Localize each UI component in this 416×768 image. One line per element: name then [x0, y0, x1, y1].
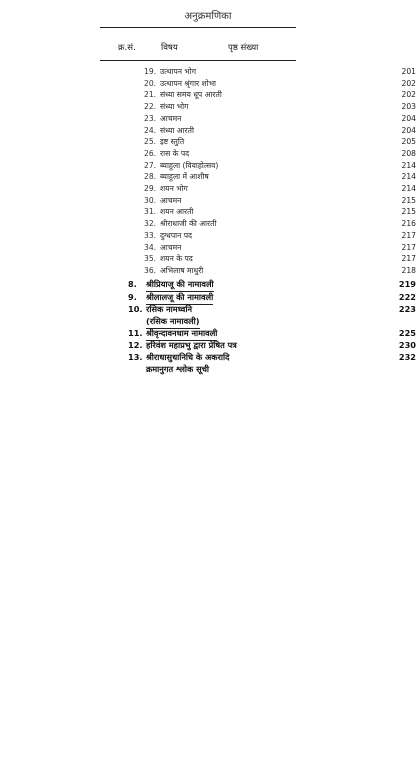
row-page: 222	[398, 292, 416, 302]
row-number: 26.	[144, 148, 157, 158]
row-page: 225	[398, 328, 416, 338]
row-subject: संध्या भोग	[160, 102, 189, 112]
row-subject: श्रीराधाजी की आरती	[160, 219, 217, 229]
row-subject: श्रीप्रियाजू की नामावली	[146, 279, 214, 292]
row-page: 202	[401, 78, 416, 88]
row-subject: श्रीराधासुधानिधि के अकरादि	[146, 352, 230, 362]
index-row	[0, 78, 416, 90]
index-row-main-continuation	[0, 316, 416, 328]
column-header-subject: विषय	[161, 43, 178, 53]
row-number: 12.	[128, 340, 143, 350]
row-subject: उत्थापन भोग	[160, 67, 197, 76]
row-page: 217	[401, 254, 416, 264]
row-number: 33.	[144, 230, 157, 240]
row-number: 23.	[144, 113, 157, 123]
row-page: 205	[401, 137, 416, 147]
row-page: 214	[401, 172, 416, 182]
row-subject: ब्याहुला (विवाहोत्सव)	[160, 160, 219, 170]
row-subject: हरिवंश महाप्रभु द्वारा प्रेषित पत्र	[146, 340, 237, 350]
row-number: 27.	[144, 160, 157, 170]
index-row-main	[0, 304, 416, 316]
row-subject: श्रीलालजू की नामावली	[146, 292, 213, 305]
index-row	[0, 195, 416, 207]
row-number: 11.	[128, 328, 143, 338]
header-bottom-rule	[100, 60, 296, 61]
row-subject-line2: क्रमानुगत श्लोक सूची	[146, 364, 210, 374]
index-row	[0, 265, 416, 277]
column-header-page: पृष्ठ संख्या	[228, 43, 259, 53]
index-row	[0, 113, 416, 125]
row-page: 218	[401, 265, 416, 275]
row-subject: रसिक नामध्वनि	[146, 304, 192, 314]
index-row-main	[0, 340, 416, 352]
index-row	[0, 89, 416, 101]
index-row	[0, 125, 416, 137]
header-top-rule	[100, 27, 296, 28]
row-subject: संध्या आरती	[160, 125, 194, 135]
index-row-main	[0, 292, 416, 304]
row-number: 24.	[144, 125, 157, 135]
index-row	[0, 253, 416, 265]
row-subject: शयन के पद	[160, 254, 193, 264]
index-row	[0, 218, 416, 230]
row-page: 214	[401, 160, 416, 170]
row-number: 35.	[144, 254, 157, 264]
index-row	[0, 230, 416, 242]
index-row	[0, 242, 416, 254]
row-subject: दुग्धपान पद	[160, 230, 193, 240]
row-page: 214	[401, 184, 416, 193]
index-row	[0, 101, 416, 113]
row-number: 34.	[144, 242, 157, 252]
index-row-main	[0, 352, 416, 364]
row-subject: आचमन	[160, 195, 182, 205]
page-title: अनुक्रमणिका	[184, 11, 232, 22]
row-page: 232	[398, 352, 416, 362]
row-page: 223	[398, 304, 416, 314]
row-page: 202	[401, 90, 416, 100]
row-number: 36.	[144, 265, 157, 275]
row-page: 203	[401, 102, 416, 112]
row-number: 8.	[128, 279, 137, 289]
row-subject-line2: (रसिक नामावली)	[146, 316, 200, 329]
row-number: 21.	[144, 90, 157, 100]
row-page: 208	[401, 148, 416, 158]
row-subject: श्रीवृन्दावनधाम नामावली	[146, 328, 217, 341]
index-row	[0, 206, 416, 218]
index-row	[0, 136, 416, 148]
row-page: 217	[401, 230, 416, 240]
row-number: 31.	[144, 207, 157, 217]
row-subject: आचमन	[160, 113, 182, 123]
row-number: 28.	[144, 172, 157, 182]
index-row	[0, 171, 416, 183]
row-subject: इष्ट स्तुति	[160, 137, 185, 147]
row-number: 32.	[144, 219, 157, 229]
index-row-main-continuation	[0, 364, 416, 376]
row-number: 13.	[128, 352, 143, 362]
row-number: 29.	[144, 184, 157, 193]
row-page: 215	[401, 207, 416, 217]
row-subject: शयन आरती	[160, 207, 194, 217]
row-subject: संध्या समय धूप आरती	[160, 90, 222, 100]
row-subject: आचमन	[160, 242, 182, 252]
row-number: 20.	[144, 78, 157, 88]
row-number: 22.	[144, 102, 157, 112]
row-page: 219	[398, 279, 416, 289]
column-header-number: क्र.सं.	[118, 43, 136, 53]
index-row	[0, 160, 416, 172]
row-subject: अभिलाष माधुरी	[160, 265, 204, 275]
row-page: 204	[401, 113, 416, 123]
row-subject: शयन भोग	[160, 184, 188, 193]
index-row	[0, 183, 416, 195]
index-row-main	[0, 328, 416, 340]
row-page: 215	[401, 195, 416, 205]
row-number: 19.	[144, 67, 157, 76]
index-row	[0, 148, 416, 160]
row-number: 25.	[144, 137, 157, 147]
row-number: 9.	[128, 292, 137, 302]
row-page: 216	[401, 219, 416, 229]
row-subject: उत्थापन श्रृंगार शोभा	[160, 78, 216, 88]
index-row	[0, 66, 416, 78]
row-page: 230	[398, 340, 416, 350]
row-subject: ब्याहुला में आशीष	[160, 172, 209, 182]
index-row-main	[0, 279, 416, 291]
row-subject: रास के पद	[160, 148, 190, 158]
row-number: 30.	[144, 195, 157, 205]
row-number: 10.	[128, 304, 143, 314]
row-page: 204	[401, 125, 416, 135]
row-page: 201	[401, 67, 416, 76]
row-page: 217	[401, 242, 416, 252]
